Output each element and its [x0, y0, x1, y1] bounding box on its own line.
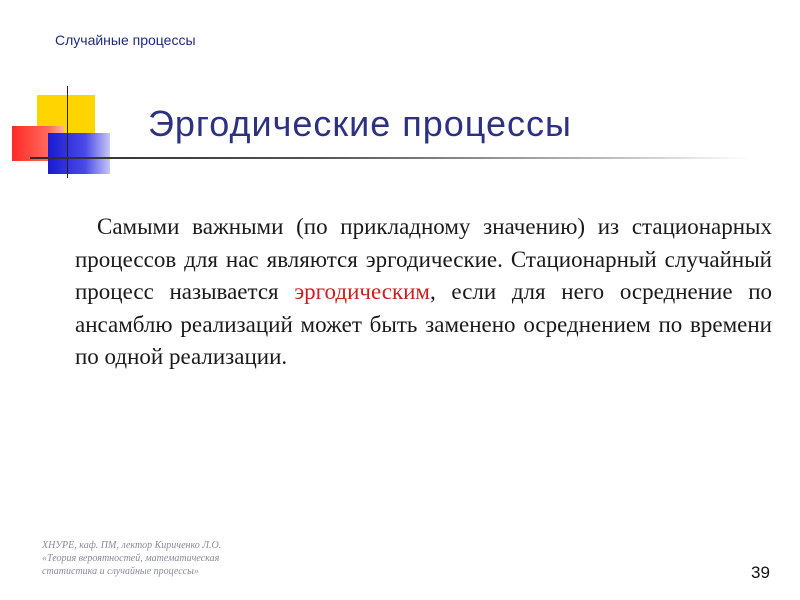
footer-line-2: «Теория вероятностей, математическая	[42, 553, 220, 564]
body-text-part2: , если для него осреднение по ансамблю реализаций может быть заменено осреднением по времени по одной реализации.	[75, 279, 773, 370]
decor-vertical-line	[67, 86, 68, 178]
highlighted-term: эргодическим	[294, 279, 430, 305]
footer-credits	[42, 539, 221, 578]
body-text-part1: Самыми важными (по прикладному значению) из стационарных процессов для нас являются эргодические. Стационарный случайный процесс называется	[75, 214, 772, 305]
section-label: Случайные процессы	[55, 32, 196, 48]
decor-blue-square	[48, 133, 110, 174]
page-number: 39	[751, 563, 770, 582]
footer-line-1: ХНУРЕ, каф. ПМ, лектор Кириченко Л.О.	[42, 540, 222, 551]
footer-line-3: статистика и случайные процессы»	[42, 566, 199, 577]
slide-body	[75, 211, 772, 374]
slide-title: Эргодические процессы	[148, 103, 572, 144]
title-underline	[30, 157, 750, 159]
